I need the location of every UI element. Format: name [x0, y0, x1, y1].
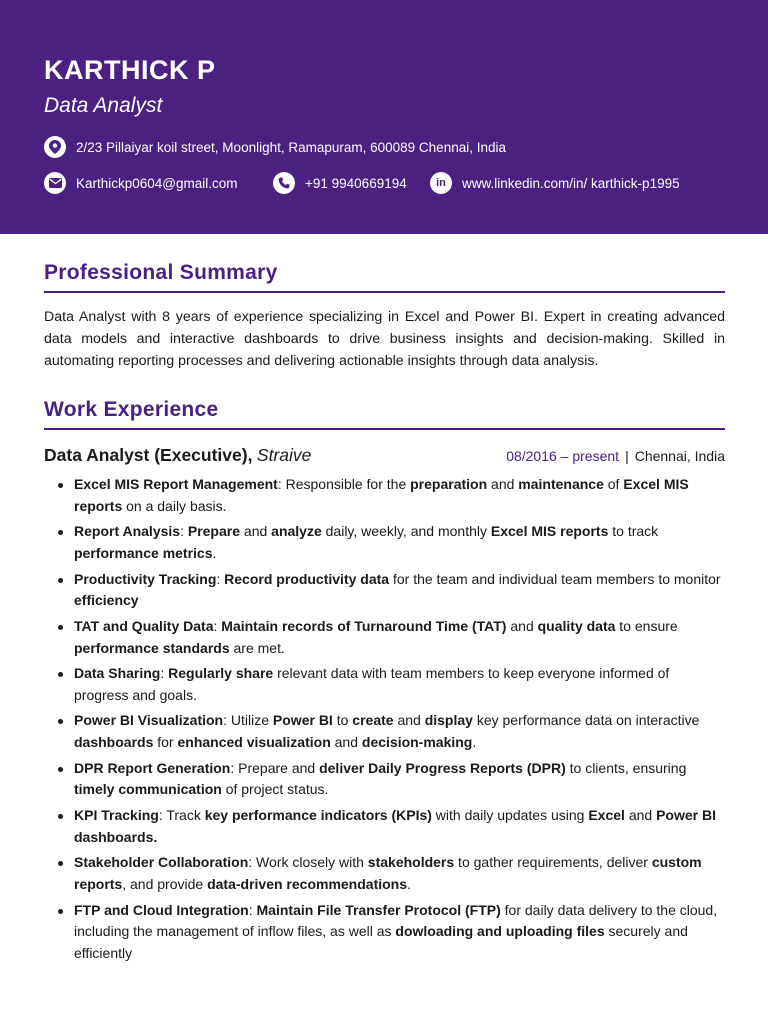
text: : Work closely with — [248, 854, 368, 871]
bold-text: Report Analysis — [74, 523, 181, 540]
phone-icon — [273, 172, 295, 194]
email-contact[interactable] — [44, 172, 238, 194]
text: to gather requirements, deliver — [454, 854, 652, 871]
text: . — [472, 734, 477, 751]
text: of — [603, 476, 624, 492]
bold-text: create — [352, 712, 394, 729]
responsibility-item — [74, 569, 724, 613]
text: for — [153, 734, 178, 751]
text: . — [407, 876, 411, 893]
bold-text: FTP and Cloud Integration — [74, 901, 249, 918]
bold-text: Excel MIS reports — [490, 523, 609, 540]
text: : Utilize — [223, 712, 273, 729]
linkedin-contact[interactable] — [430, 172, 680, 194]
bold-text: TAT and Quality Data — [74, 617, 214, 634]
bold-text: custom reports — [74, 854, 702, 893]
text: relevant data with team members to keep everyone informed of progress and goals. — [74, 665, 670, 703]
bold-text: performance metrics — [74, 545, 213, 562]
bold-text: Power BI dashboards. — [74, 806, 716, 845]
text: of project status. — [221, 781, 329, 798]
summary-text: Data Analyst with 8 years of experience specializing in Excel and Power BI. Expert in creating advanced data models and interactive dashboards to drive business insights and decision-making. Skilled in automating reporting processes and delivering actionable insights through data analysis. — [44, 309, 725, 369]
text: : Track — [158, 806, 205, 823]
bold-text: maintenance — [518, 476, 604, 492]
bold-text: Excel — [588, 806, 625, 823]
experience-divider — [44, 428, 725, 430]
linkedin-text[interactable]: www.linkedin.com/in/ karthick-p1995 — [462, 175, 680, 191]
summary-divider — [44, 291, 725, 293]
resume-header — [0, 0, 768, 234]
text: and — [624, 806, 657, 823]
job-meta — [506, 448, 725, 464]
bold-text: KPI Tracking — [74, 806, 159, 823]
text: on a daily basis. — [122, 497, 227, 514]
text: : — [180, 523, 188, 540]
bold-text: Power BI — [272, 712, 333, 729]
bold-text: Productivity Tracking — [74, 570, 217, 587]
text: : Prepare and — [230, 759, 320, 776]
responsibility-item — [74, 805, 724, 849]
text: : — [216, 570, 225, 587]
bold-text: stakeholders — [367, 854, 455, 871]
email-text[interactable]: Karthickp0604@gmail.com — [76, 175, 238, 191]
text: and — [506, 617, 538, 634]
bold-text: Maintain File Transfer Protocol (FTP) — [256, 901, 501, 918]
text: to — [332, 712, 353, 729]
responsibility-item — [74, 474, 724, 518]
text: for the team and individual team members to monitor — [389, 570, 721, 587]
bold-text: preparation — [410, 476, 488, 492]
bold-text: DPR Report Generation — [74, 759, 231, 776]
text: securely and efficiently — [74, 923, 688, 962]
experience-heading: Work Experience — [44, 398, 219, 421]
responsibility-list — [74, 474, 724, 969]
address-line — [44, 136, 506, 158]
job-separator: | — [625, 448, 629, 464]
text: with daily updates using — [431, 806, 589, 823]
job-company: Straive — [256, 445, 312, 465]
bold-text: decision-making — [361, 734, 473, 751]
text: : — [248, 901, 257, 918]
phone-contact[interactable] — [273, 172, 407, 194]
bold-text: Excel MIS reports — [74, 476, 689, 514]
bold-text: timely communication — [74, 781, 222, 798]
location-pin-icon — [44, 136, 66, 158]
bold-text: Maintain records of Turnaround Time (TAT) — [221, 617, 507, 634]
responsibility-item — [74, 710, 724, 754]
envelope-icon — [44, 172, 66, 194]
text: key performance data on interactive — [472, 712, 700, 729]
text: to ensure — [615, 617, 678, 634]
bold-text: deliver Daily Progress Reports (DPR) — [319, 759, 566, 776]
text: . — [212, 545, 217, 562]
bold-text: Excel MIS Report Management — [74, 476, 278, 492]
job-role: Data Analyst (Executive), — [44, 445, 253, 465]
bold-text: Stakeholder Collaboration — [74, 854, 249, 871]
phone-text[interactable]: +91 9940669194 — [305, 175, 407, 191]
bold-text: Data Sharing — [74, 665, 161, 682]
linkedin-glyph: in — [436, 176, 446, 189]
bold-text: Prepare — [187, 523, 241, 540]
text: and — [487, 476, 519, 492]
bold-text: quality data — [537, 617, 616, 634]
job-title-line — [44, 445, 311, 466]
text: for daily data delivery to the cloud, including the management of inflow files, as well as — [74, 901, 718, 940]
text: : — [213, 617, 222, 634]
bold-text: key performance indicators (KPIs) — [204, 806, 432, 823]
responsibility-item — [74, 616, 724, 660]
bold-text: efficiency — [74, 592, 139, 609]
bold-text: dashboards — [74, 734, 154, 751]
text: and — [240, 523, 272, 540]
text: : — [160, 665, 169, 682]
bold-text: dowloading and uploading files — [395, 923, 605, 940]
address-text: 2/23 Pillaiyar koil street, Moonlight, Ramapuram, 600089 Chennai, India — [76, 139, 506, 155]
text: : Responsible for the — [277, 476, 411, 492]
summary-heading: Professional Summary — [44, 261, 278, 284]
linkedin-icon — [430, 172, 452, 194]
responsibility-item — [74, 900, 724, 965]
bold-text: Record productivity data — [224, 570, 390, 587]
bold-text: Regularly share — [168, 665, 274, 682]
bold-text: display — [424, 712, 473, 729]
candidate-title: Data Analyst — [44, 94, 163, 117]
job-dates: 08/2016 – present — [506, 448, 620, 464]
responsibility-item — [74, 663, 724, 707]
text: and — [330, 734, 362, 751]
bold-text: performance standards — [74, 639, 230, 656]
responsibility-item — [74, 852, 724, 896]
text: to track — [608, 523, 659, 540]
bold-text: Power BI Visualization — [74, 712, 224, 729]
bold-text: enhanced visualization — [177, 734, 331, 751]
candidate-name: KARTHICK P — [44, 55, 216, 85]
bold-text: analyze — [271, 523, 322, 540]
text: , and provide — [122, 876, 208, 893]
text: daily, weekly, and monthly — [321, 523, 491, 540]
responsibility-item — [74, 758, 724, 802]
bold-text: data-driven recommendations — [207, 876, 408, 893]
job-header — [44, 445, 725, 466]
job-location: Chennai, India — [634, 448, 725, 464]
responsibility-item — [74, 521, 724, 565]
text: are met. — [229, 639, 285, 656]
text: to clients, ensuring — [565, 759, 687, 776]
text: and — [393, 712, 425, 729]
